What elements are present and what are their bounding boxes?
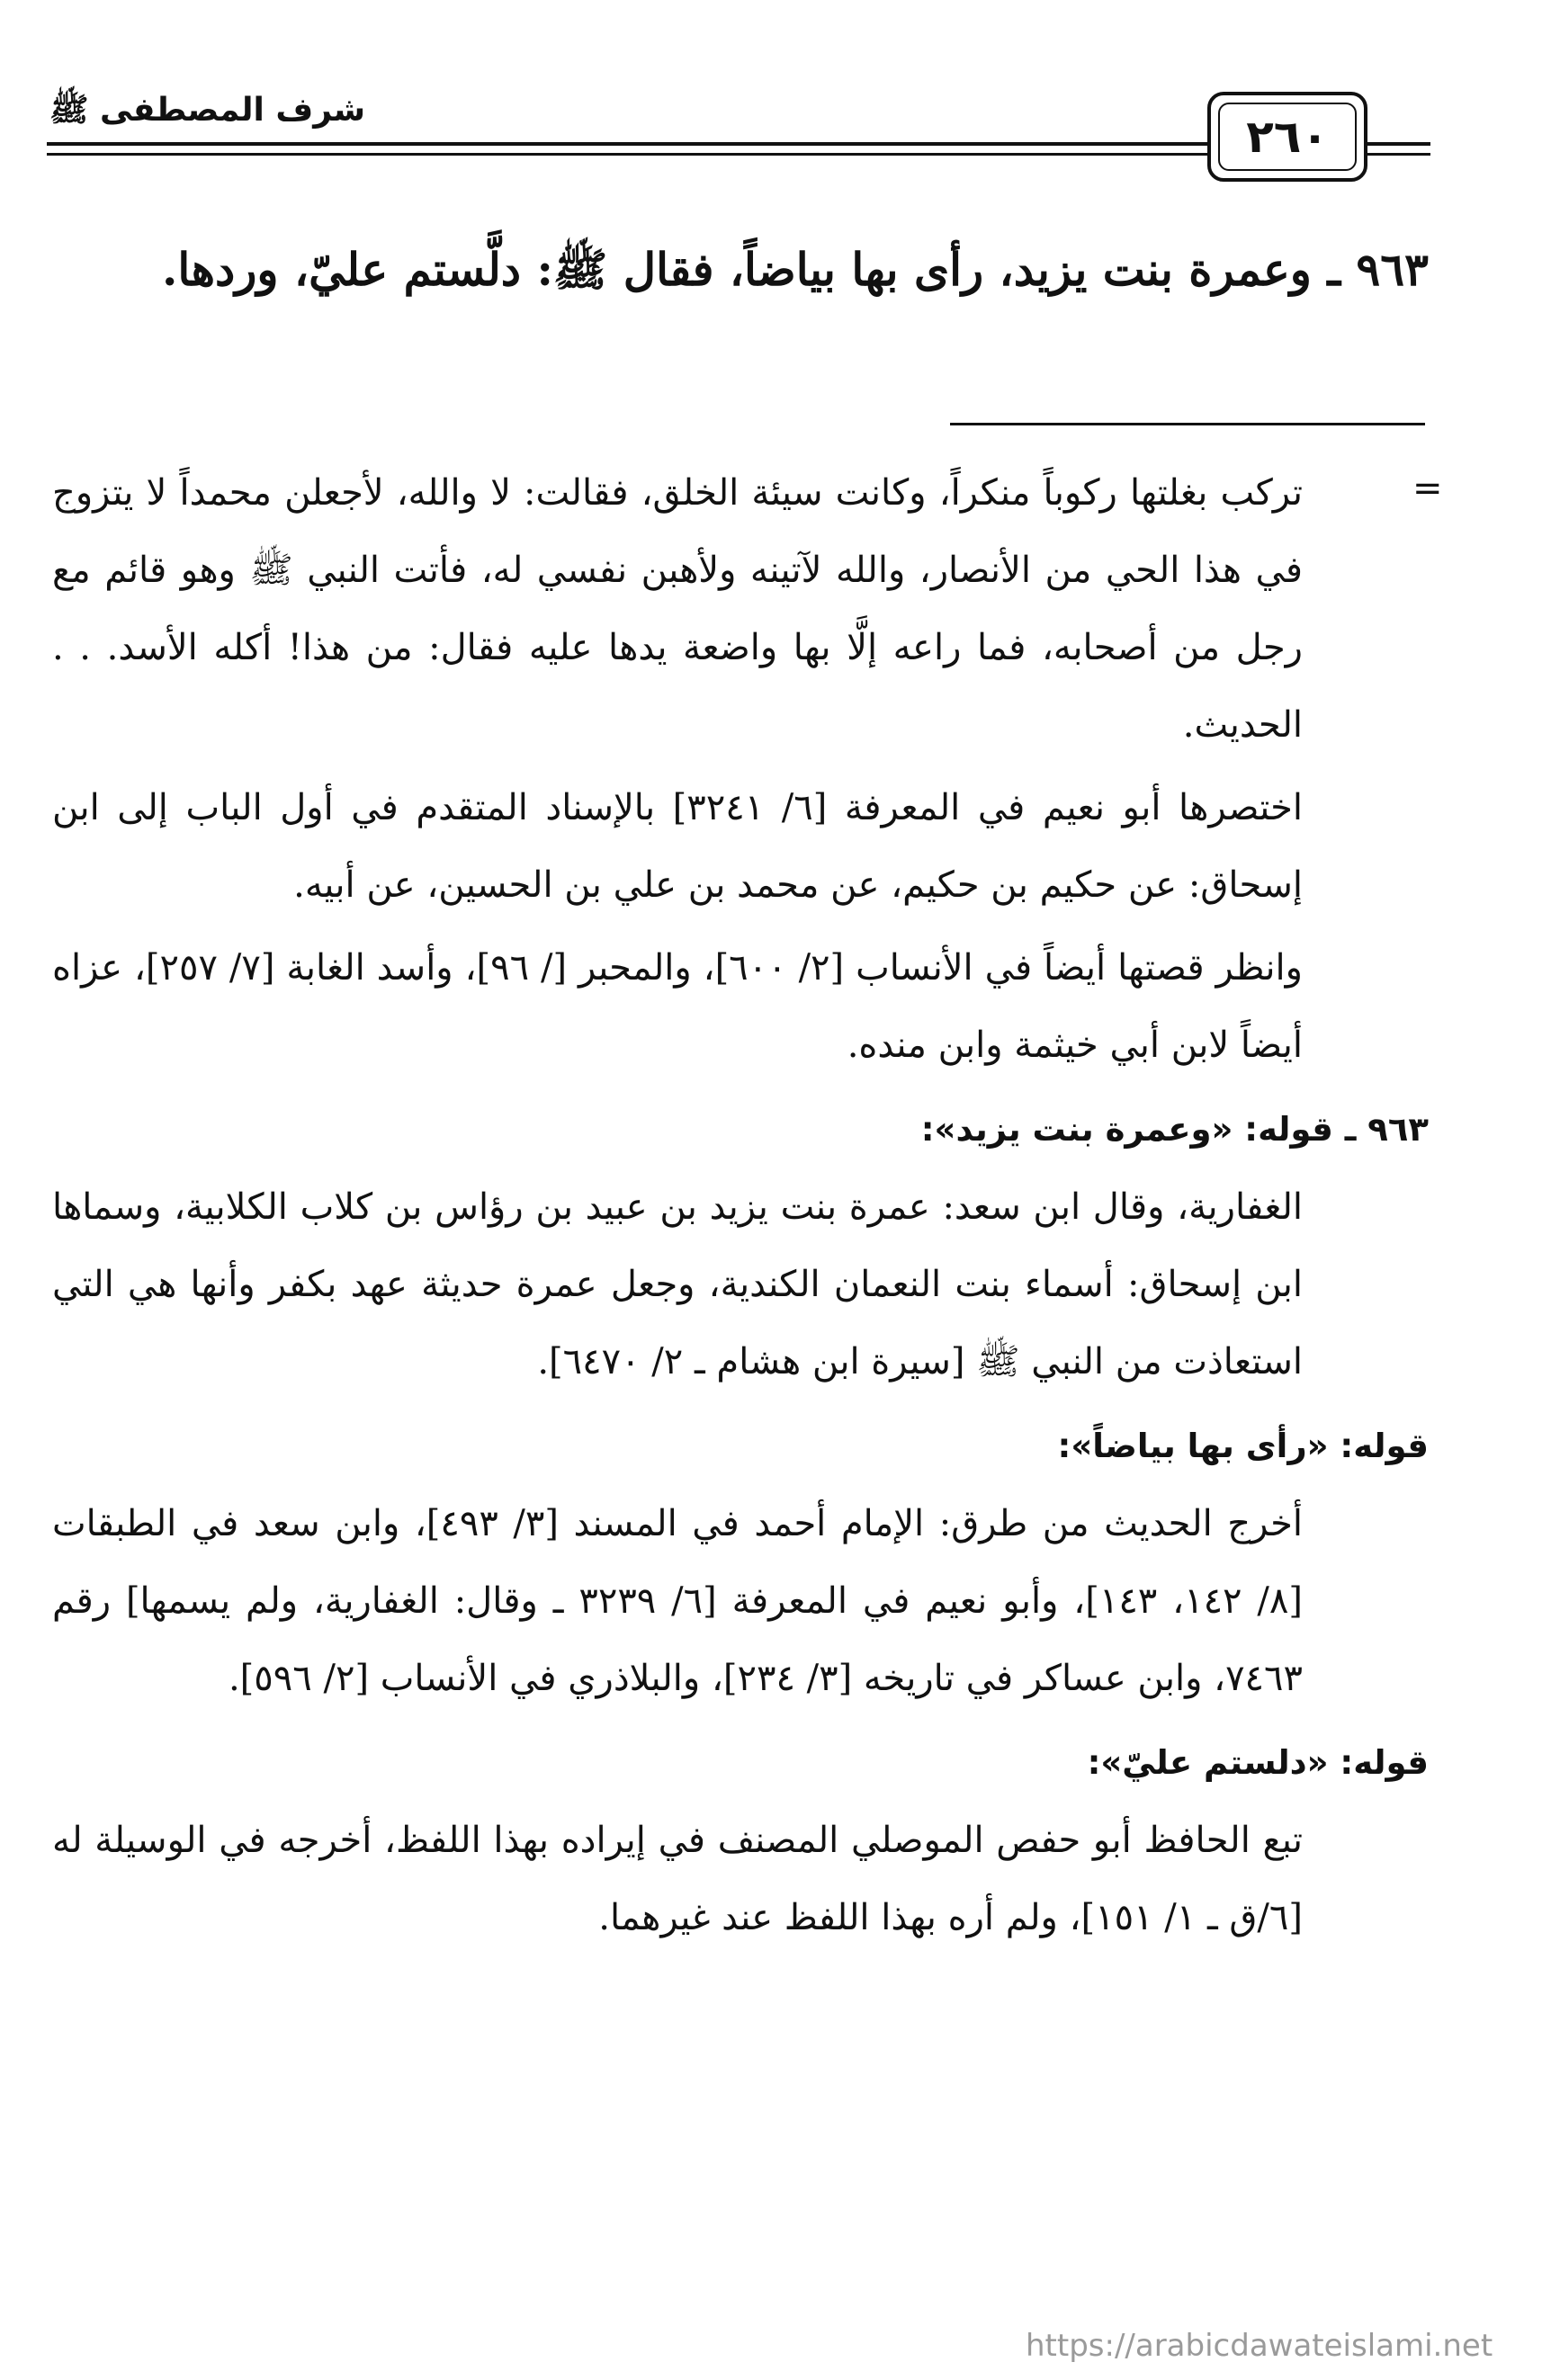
note-paragraph: اختصرها أبو نعيم في المعرفة [٦/ ٣٢٤١] بالإسناد المتقدم في أول الباب إلى ابن إسحاق: عن حكيم بن حكيم، عن محمد بن علي بن الحسين، عن أبيه. [52,787,1303,906]
page-number-frame [1207,92,1367,182]
notes-section [52,454,1429,1956]
note-paragraph: الغفارية، وقال ابن سعد: عمرة بنت يزيد بن عبيد بن رؤاس بن كلاب الكلابية، وسماها ابن إسحاق: أسماء بنت النعمان الكندية، وجعل عمرة حديثة عهد بكفر وأنها هي التي استعاذت من النبي ﷺ [سيرة ابن هشام ـ ٢/ ٦٤٧٠]. [52,1186,1303,1382]
note-heading: ٩٦٣ ـ قوله: «وعمرة بنت يزيد»: [920,1110,1429,1149]
footnote-separator [950,423,1425,425]
header-rule [1367,153,1430,156]
header-rule [47,153,1207,156]
header-rule [1367,142,1430,146]
note-paragraph: أخرج الحديث من طرق: الإمام أحمد في المسند [٣/ ٤٩٣]، وابن سعد في الطبقات [٨/ ١٤٢، ١٤٣]، وأبو نعيم في المعرفة [٦/ ٣٢٣٩ ـ وقال: الغفارية، ولم يسمها] رقم ٧٤٦٣، وابن عساكر في تاريخه [٣/ ٢٣٤]، والبلاذري في الأنساب [٢/ ٥٩٦]. [52,1503,1304,1699]
note-paragraph: تبع الحافظ أبو حفص الموصلي المصنف في إيراده بهذا اللفظ، أخرجه في الوسيلة له [٦/ق ـ ١/ ١٥١]، ولم أره بهذا اللفظ عند غيرهما. [52,1820,1303,1938]
main-text: ٩٦٣ ـ وعمرة بنت يزيد، رأى بها بياضاً، فقال ﷺ: دلَّستم عليّ، وردها. [162,243,1429,296]
note-heading: قوله: «دلستم عليّ»: [1087,1743,1429,1782]
note-heading: قوله: «رأى بها بياضاً»: [1057,1427,1429,1465]
header-rule [47,142,1207,146]
note-paragraph: تركب بغلتها ركوباً منكراً، وكانت سيئة الخلق، فقالت: لا والله، لأجعلن محمداً لا يتزوج في هذا الحي من الأنصار، والله لآتينه ولأهبن نفسي له، فأتت النبي ﷺ وهو قائم مع رجل من أصحابه، فما راعه إلَّا بها واضعة يدها عليه فقال: من هذا! أكله الأسد. . . الحديث. [52,472,1303,746]
note-paragraph: وانظر قصتها أيضاً في الأنساب [٢/ ٦٠٠]، والمحبر [/ ٩٦]، وأسد الغابة [٧/ ٢٥٧]، عزاه أيضاً لابن أبي خيثمة وابن منده. [52,947,1303,1066]
running-title: شرف المصطفى ﷺ [49,92,366,129]
continuation-mark: = [1412,468,1443,509]
watermark-url: https://arabicdawateislami.net [1026,2328,1493,2364]
page-number: ٢٦٠ [1246,111,1329,163]
